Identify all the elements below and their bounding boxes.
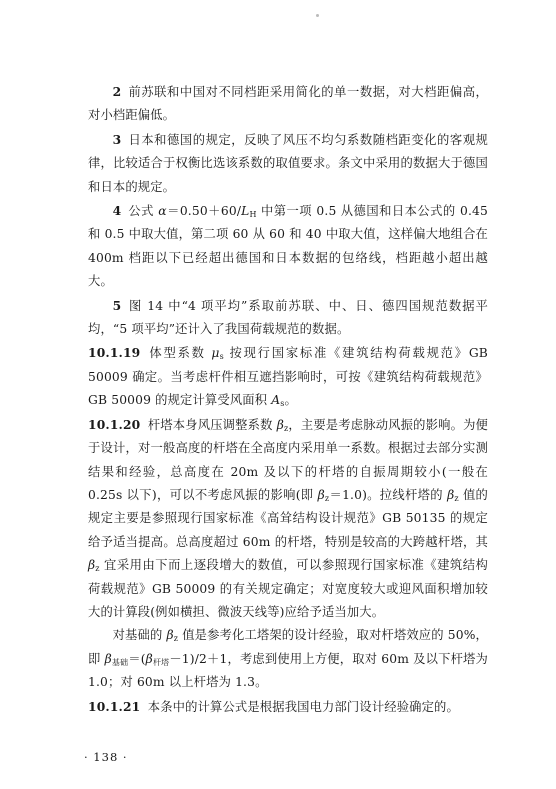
paragraph-item-3 <box>88 128 488 199</box>
article-number: 10.1.21 <box>88 698 141 714</box>
article-text: ＝( <box>128 651 146 666</box>
formula-symbol: β <box>145 651 153 666</box>
article-text: 杆塔本身风压调整系数 <box>147 417 277 432</box>
item-number: 3 <box>112 131 122 147</box>
formula-subscript: z <box>283 423 289 433</box>
paragraph-item-5 <box>88 294 488 342</box>
item-text: ＝0.50＋60/ <box>166 204 242 219</box>
article-number: 10.1.19 <box>88 345 141 361</box>
formula-symbol: A <box>271 393 281 408</box>
article-text: 本条中的计算公式是根据我国电力部门设计经验确定的。 <box>147 699 459 714</box>
formula-symbol: β <box>276 417 284 432</box>
item-text: 前苏联和中国对不同档距采用简化的单一数据，对大档距偏高，对小档距偏低。 <box>88 85 488 123</box>
formula-symbol: β <box>166 628 174 643</box>
formula-symbol: L <box>241 204 250 219</box>
item-number: 4 <box>112 203 122 219</box>
article-text: ＝1.0)。拉线杆塔的 <box>329 487 448 502</box>
article-text: ，主要是考虑脉动风振的影响。为便于设计，对一般高度的杆塔在全高度内采用单一系数。根据过去部分实测结果和经验，总高度在 20m 及以下的杆塔的自振周期较小(一般在 0.25s 以下)，可以不考虑风振的影响(即 <box>88 417 489 502</box>
formula-subscript: z <box>454 493 459 503</box>
formula-subscript: z <box>173 634 179 644</box>
item-number: 5 <box>112 297 122 313</box>
article-10-1-19 <box>88 341 488 412</box>
formula-symbol: β <box>104 651 112 666</box>
formula-symbol: β <box>88 558 96 573</box>
article-text: 值的规定主要是参照现行国家标准《高耸结构设计规范》GB 50135 的规定给予适当提高。总高度超过 60m 的杆塔，特别是较高的大跨越杆塔，其 <box>88 487 488 549</box>
item-number: 2 <box>112 84 122 99</box>
formula-subscript: H <box>249 210 257 220</box>
article-text: 按现行国家标准《建筑结构荷载规范》GB 50009 确定。当考虑杆件相互遮挡影响时，可按《建筑结构荷载规范》GB 50009 的规定计算受风面积 <box>88 346 488 408</box>
article-10-1-21 <box>88 695 488 719</box>
article-text: 。 <box>284 393 297 408</box>
formula-symbol: β <box>447 487 455 502</box>
page-number: · 138 · <box>84 750 128 764</box>
item-text: 中第一项 0.5 从德国和日本公式的 0.45 和 0.5 中取大值，第二项 60 从 60 和 40 中取大值，这样偏大地组合在 400m 档距以下已经超出德国和日本数据的包络线，档距越小超出越大。 <box>88 204 489 289</box>
article-10-1-20-continuation <box>88 624 488 694</box>
item-text: 公式 <box>128 204 159 219</box>
article-10-1-20 <box>88 413 488 625</box>
paragraph-item-4 <box>88 199 488 294</box>
formula-subscript: s <box>219 352 224 362</box>
formula-subscript: z <box>324 493 330 503</box>
article-text: 体型系数 <box>147 346 212 361</box>
article-text: 对基础的 <box>112 628 167 643</box>
formula-subscript: s <box>280 399 285 409</box>
formula-subscript: 杆塔 <box>152 657 170 667</box>
article-text: 宜采用由下而上逐段增大的数值，可以参照现行国家标准《建筑结构荷载规范》GB 50009 的有关规定确定；对宽度较大或迎风面积增加较大的计算段(例如横担、微波天线等)应给予适当加大。 <box>88 558 488 619</box>
item-text: 图 14 中“4 项平均”系取前苏联、中、日、德四国规范数据平均，“5 项平均”还计入了我国荷载规范的数据。 <box>88 298 488 337</box>
paragraph-item-2 <box>88 80 488 128</box>
item-text: 日本和德国的规定，反映了风压不均匀系数随档距变化的客观规律，比较适合于权衡比选该系数的取值要求。条文中采用的数据大于德国和日本的规定。 <box>88 132 488 194</box>
document-body <box>88 80 488 719</box>
formula-subscript: z <box>95 564 100 574</box>
article-text: 值是参考化工塔架的设计经验，取对杆塔效应的 50%，即 <box>88 628 488 666</box>
article-number: 10.1.20 <box>88 416 141 432</box>
formula-symbol: α <box>158 204 167 219</box>
article-text: －1)/2＋1，考虑到使用上方便，取对 60m 及以下杆塔为 1.0；对 60m 以上杆塔为 1.3。 <box>88 651 488 690</box>
formula-subscript: 基础 <box>111 657 129 667</box>
scan-speck <box>316 14 319 17</box>
formula-symbol: β <box>317 487 325 502</box>
formula-symbol: μ <box>211 346 220 361</box>
